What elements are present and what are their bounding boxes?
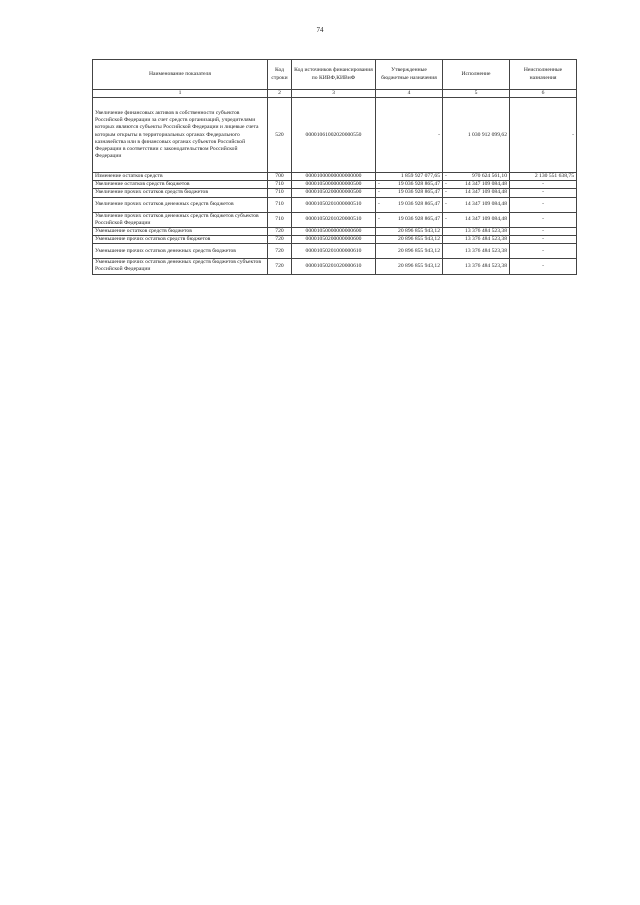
approved-amount: - 19 036 928 865,47 (376, 181, 443, 189)
table-row (93, 259, 577, 274)
unexecuted-amount: - (510, 98, 577, 173)
approved-sign: - (378, 189, 380, 196)
source-code: 00001050201000000510 (292, 197, 376, 212)
table-row (93, 189, 577, 197)
approved-amount: 20 896 855 943,12 (376, 236, 443, 244)
approved-amount: - 19 036 928 865,47 (376, 197, 443, 212)
approved-amount: - 19 036 928 865,47 (376, 189, 443, 197)
executed-sign: - (445, 173, 447, 180)
unexecuted-amount: - (510, 197, 577, 212)
source-code: 00001050000000000500 (292, 181, 376, 189)
executed-amount: - 970 624 561,10 (443, 173, 510, 181)
table-row (93, 212, 577, 227)
header-unexecuted: Неисполненные назначения (510, 60, 577, 90)
line-code: 720 (268, 227, 292, 235)
line-code: 710 (268, 189, 292, 197)
indicator-name: Уменьшение прочих остатков денежных средств бюджетов субъектов Российской Федерации (93, 259, 268, 274)
executed-amount: - 14 347 109 084,48 (443, 197, 510, 212)
executed-sign: - (445, 216, 447, 223)
column-number: 3 (292, 90, 376, 98)
approved-amount: 20 896 855 943,12 (376, 259, 443, 274)
financing-sources-table (92, 59, 577, 275)
header-row (93, 60, 577, 90)
executed-sign: - (445, 201, 447, 208)
source-code: 00001050201020000610 (292, 259, 376, 274)
source-code: 00001050201000000610 (292, 244, 376, 259)
column-number: 4 (376, 90, 443, 98)
column-number-row (93, 90, 577, 98)
indicator-name: Увеличение прочих остатков денежных средств бюджетов (93, 197, 268, 212)
column-number: 6 (510, 90, 577, 98)
source-code: 00001000000000000000 (292, 173, 376, 181)
line-code: 710 (268, 197, 292, 212)
line-code: 520 (268, 98, 292, 173)
unexecuted-amount: 2 130 551 638,75 (510, 173, 577, 181)
header-source-code: Код источников финансирования по КИВФ,КИВнФ (292, 60, 376, 90)
table-row (93, 244, 577, 259)
column-number: 2 (268, 90, 292, 98)
approved-amount: - (376, 98, 443, 173)
approved-amount: 20 896 855 943,12 (376, 244, 443, 259)
unexecuted-amount: - (510, 236, 577, 244)
table-row (93, 197, 577, 212)
line-code: 710 (268, 212, 292, 227)
header-indicator-name: Наименование показателя (93, 60, 268, 90)
table-row (93, 173, 577, 181)
unexecuted-amount: - (510, 244, 577, 259)
unexecuted-amount: - (510, 259, 577, 274)
executed-amount: 13 376 484 523,38 (443, 244, 510, 259)
indicator-name: Уменьшение остатков средств бюджетов (93, 227, 268, 235)
source-code: 00001061002020000550 (292, 98, 376, 173)
unexecuted-amount: - (510, 189, 577, 197)
executed-amount: - 14 347 109 084,48 (443, 181, 510, 189)
header-line-code: Код строки (268, 60, 292, 90)
line-code: 720 (268, 236, 292, 244)
indicator-name: Уменьшение прочих остатков денежных средств бюджетов (93, 244, 268, 259)
unexecuted-amount: - (510, 212, 577, 227)
approved-sign: - (378, 181, 380, 188)
line-code: 700 (268, 173, 292, 181)
source-code: 00001050201020000510 (292, 212, 376, 227)
executed-amount: - 14 347 109 084,48 (443, 189, 510, 197)
executed-sign: - (445, 189, 447, 196)
header-executed: Исполнение (443, 60, 510, 90)
executed-amount: 13 376 484 523,38 (443, 227, 510, 235)
approved-sign: - (378, 216, 380, 223)
indicator-name: Увеличение прочих остатков денежных средств бюджетов субъектов Российской Федерации (93, 212, 268, 227)
unexecuted-amount: - (510, 181, 577, 189)
executed-amount: - 14 347 109 084,48 (443, 212, 510, 227)
executed-amount: 13 376 484 523,38 (443, 259, 510, 274)
line-code: 720 (268, 244, 292, 259)
source-code: 00001050200000000500 (292, 189, 376, 197)
table-row (93, 98, 577, 173)
page-number: 74 (316, 26, 324, 34)
indicator-name: Увеличение прочих остатков средств бюджетов (93, 189, 268, 197)
table-row (93, 236, 577, 244)
header-approved: Утвержденные бюджетные назначения (376, 60, 443, 90)
table-row (93, 227, 577, 235)
executed-sign: - (445, 181, 447, 188)
indicator-name: Увеличение остатков средств бюджетов (93, 181, 268, 189)
source-code: 00001050200000000600 (292, 236, 376, 244)
executed-amount: 1 030 912 099,62 (443, 98, 510, 173)
approved-amount: - 19 036 928 865,47 (376, 212, 443, 227)
approved-sign: - (378, 201, 380, 208)
table-row (93, 181, 577, 189)
line-code: 720 (268, 259, 292, 274)
line-code: 710 (268, 181, 292, 189)
indicator-name: Увеличение финансовых активов в собственности субъектов Российской Федерации за счет средств организаций, учредителями которых являются субъекты Российской Федерации и лицевые счета которым открыты в территориальных органах Федерального казначейства или в финансовых органах субъектов Российской Федерации в соответствии с законодательством Российской Федерации (93, 98, 268, 173)
indicator-name: Уменьшение прочих остатков средств бюджетов (93, 236, 268, 244)
source-code: 00001050000000000600 (292, 227, 376, 235)
indicator-name: Изменение остатков средств (93, 173, 268, 181)
executed-amount: 13 376 484 523,38 (443, 236, 510, 244)
column-number: 5 (443, 90, 510, 98)
column-number: 1 (93, 90, 268, 98)
approved-amount: 20 896 855 943,12 (376, 227, 443, 235)
unexecuted-amount: - (510, 227, 577, 235)
approved-amount: 1 859 927 077,65 (376, 173, 443, 181)
